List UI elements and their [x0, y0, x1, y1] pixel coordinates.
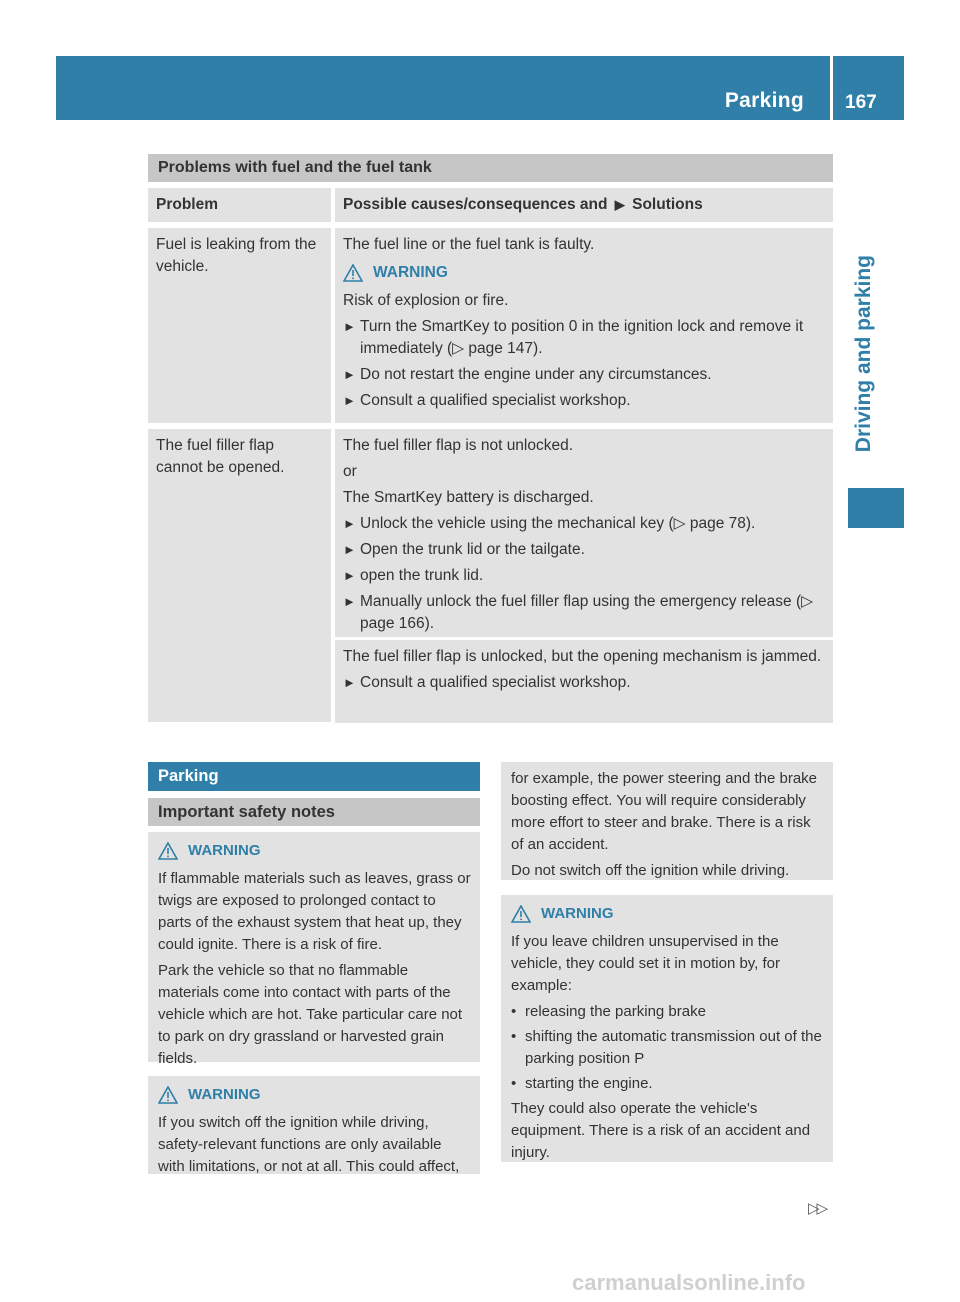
fuel-problems-table [148, 154, 833, 722]
solution-cell [335, 429, 833, 637]
col-header-problem: Problem [148, 188, 331, 222]
col-header-causes [335, 188, 833, 222]
step-text: Do not restart the engine under any circumstances. [360, 366, 712, 383]
cause-text: The SmartKey battery is discharged. [343, 489, 594, 506]
cause-text: The fuel filler flap is unlocked, but the opening mechanism is jammed. [343, 648, 822, 665]
warning-heading [158, 1084, 472, 1106]
warning-triangle-icon [158, 1086, 178, 1104]
step-arrow-icon: ► [343, 516, 356, 531]
table-row [148, 228, 833, 423]
action-step [343, 390, 825, 412]
continued-marker-icon: ▷▷ [808, 1200, 826, 1217]
step-text: Consult a qualified specialist workshop. [360, 392, 631, 409]
bullet-text: shifting the automatic transmission out of the parking position P [525, 1028, 822, 1067]
warning-text: They could also operate the vehicle's equipment. There is a risk of an accident and injury. [511, 1100, 811, 1161]
problem-cell [148, 429, 331, 722]
bullet-item [511, 1073, 825, 1095]
warning-label: WARNING [541, 905, 614, 922]
step-text: Turn the SmartKey to position 0 in the ignition lock and remove it immediately (▷ page 147). [360, 318, 804, 357]
safety-notes-heading: Important safety notes [148, 798, 480, 826]
chapter-side-title [846, 255, 882, 475]
problem-text: The fuel filler flap cannot be opened. [156, 437, 285, 476]
step-text: Consult a qualified specialist workshop. [360, 674, 631, 691]
warning-label: WARNING [188, 1086, 261, 1103]
warning-label: WARNING [188, 842, 261, 859]
chapter-side-title-text: Driving and parking [852, 255, 875, 453]
bullet-item [511, 1026, 825, 1070]
table-title: Problems with fuel and the fuel tank [148, 154, 833, 182]
warning-box-children [501, 895, 833, 1162]
action-step [343, 591, 825, 635]
step-text: Open the trunk lid or the tailgate. [360, 541, 585, 558]
bullet-dot-icon: • [511, 1003, 517, 1020]
step-arrow-icon: ► [343, 393, 356, 408]
warning-text: If you leave children unsupervised in the vehicle, they could set it in motion by, for example: [511, 933, 781, 994]
action-step [343, 539, 825, 561]
warning-box-fire [148, 832, 480, 1067]
warning-text: Do not switch off the ignition while driving. [511, 862, 790, 879]
solution-arrow-icon: ▶ [614, 197, 625, 212]
step-text: Manually unlock the fuel filler flap using the emergency release (▷ page 166). [360, 593, 814, 632]
warning-text: Risk of explosion or fire. [343, 292, 509, 309]
bullet-dot-icon: • [511, 1028, 517, 1045]
warning-text: for example, the power steering and the brake boosting effect. You will require considerably more effort to steer and brake. There is a risk of an accident. [511, 770, 818, 853]
step-arrow-icon: ► [343, 568, 356, 583]
section-title: Parking [724, 89, 804, 112]
warning-triangle-icon [158, 842, 178, 860]
problem-cell: Fuel is leaking from the vehicle. [148, 228, 331, 423]
bullet-text: starting the engine. [525, 1075, 653, 1092]
step-arrow-icon: ► [343, 594, 356, 609]
solution-cell [335, 640, 833, 723]
warning-box-ignition-continued [501, 762, 833, 880]
warning-text: If flammable materials such as leaves, grass or twigs are exposed to prolonged contact to parts of the exhaust system that heat up, they could ignite. There is a risk of fire. [158, 870, 471, 953]
table-header-row [148, 188, 833, 222]
parking-heading: Parking [148, 762, 480, 791]
table-row [335, 640, 833, 723]
warning-triangle-icon [511, 905, 531, 923]
step-text: Unlock the vehicle using the mechanical key (▷ page 78). [360, 515, 756, 532]
or-text: or [343, 463, 357, 480]
warning-label: WARNING [373, 264, 448, 281]
chapter-tab-block [848, 488, 904, 528]
col-header-causes-text: Possible causes/consequences and [343, 196, 608, 213]
col-header-solutions-text: Solutions [632, 196, 703, 213]
step-arrow-icon: ► [343, 542, 356, 557]
page-number: 167 [845, 92, 877, 113]
cause-text: The fuel line or the fuel tank is faulty. [343, 236, 595, 253]
warning-heading [343, 262, 825, 284]
step-arrow-icon: ► [343, 367, 356, 382]
action-step [343, 672, 825, 694]
action-step [343, 513, 825, 535]
cause-text: The fuel filler flap is not unlocked. [343, 437, 574, 454]
step-arrow-icon: ► [343, 675, 356, 690]
solution-cell [335, 228, 833, 423]
action-step [343, 364, 825, 386]
warning-text: Park the vehicle so that no flammable materials come into contact with parts of the vehicle which are hot. Take particular care not to park on dry grassland or harvested grain fields. [158, 962, 463, 1067]
bullet-item [511, 1001, 825, 1023]
header-divider [830, 56, 833, 120]
warning-text: If you switch off the ignition while driving, safety-relevant functions are only available with limitations, or not at all. This could affect, [158, 1114, 460, 1175]
bullet-text: releasing the parking brake [525, 1003, 706, 1020]
warning-heading [158, 840, 472, 862]
action-step [343, 316, 825, 360]
step-arrow-icon: ► [343, 319, 356, 334]
warning-heading [511, 903, 825, 925]
warning-box-ignition [148, 1076, 480, 1174]
action-step [343, 565, 825, 587]
bullet-dot-icon: • [511, 1075, 517, 1092]
watermark: carmanualsonline.info [572, 1270, 806, 1295]
step-text: open the trunk lid. [360, 567, 484, 584]
warning-triangle-icon [343, 264, 363, 282]
